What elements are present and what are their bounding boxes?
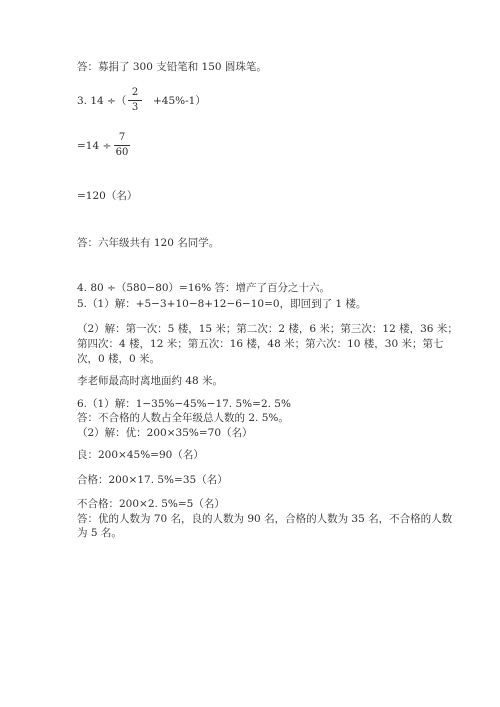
q3-step1-prefix: 3. 14 ÷（ <box>77 95 127 107</box>
q6-line3: （2）解：优：200×35%=70（名） <box>77 427 253 439</box>
q5-line5: 李老师最高时离地面约 48 米。 <box>77 375 224 387</box>
q6-line6: 不合格：200×2. 5%=5（名） <box>77 498 225 510</box>
fraction-numerator: 2 <box>131 87 139 98</box>
q5-line3: 第四次：4 楼，12 米；第五次：16 楼，48 米；第六次：10 楼，30 米；第七 <box>77 338 444 350</box>
q3-step1-suffix: +45%-1） <box>153 95 206 107</box>
q6-line7: 答：优的人数为 70 名，良的人数为 90 名，合格的人数为 35 名，不合格的人数 <box>77 513 453 525</box>
q6-line2: 答：不合格的人数占全年级总人数的 2. 5%。 <box>77 412 289 424</box>
q2-answer: 答：募捐了 300 支铅笔和 150 圆珠笔。 <box>77 61 267 73</box>
q6-line8: 为 5 名。 <box>77 527 122 539</box>
q6-line4: 良：200×45%=90（名） <box>77 449 204 461</box>
q5-line4: 次，0 楼，0 米。 <box>77 353 161 365</box>
q3-step2-prefix: =14 ÷ <box>77 140 112 152</box>
fraction-two-thirds <box>128 88 142 113</box>
fraction-numerator: 7 <box>118 132 126 143</box>
q6-line1: 6.（1）解：1−35%−45%−17. 5%=2. 5% <box>77 398 291 410</box>
fraction-seven-sixtieths <box>114 133 130 158</box>
fraction-bar <box>128 100 142 101</box>
fraction-denominator: 60 <box>115 147 129 158</box>
q5-line1: 5.（1）解：+5−3+10−8+12−6−10=0，即回到了 1 楼。 <box>77 298 367 310</box>
q4-line: 4. 80 ÷（580−80）=16% 答：增产了百分之十六。 <box>77 282 331 294</box>
q5-line2: （2）解：第一次：5 楼，15 米；第二次：2 楼，6 米；第三次：12 楼，36 米； <box>77 323 458 335</box>
fraction-bar <box>114 145 130 146</box>
q3-step3: =120（名） <box>77 190 138 202</box>
q6-line5: 合格：200×17. 5%=35（名） <box>77 474 228 486</box>
fraction-denominator: 3 <box>131 102 139 113</box>
q3-answer: 答：六年级共有 120 名同学。 <box>77 237 220 249</box>
